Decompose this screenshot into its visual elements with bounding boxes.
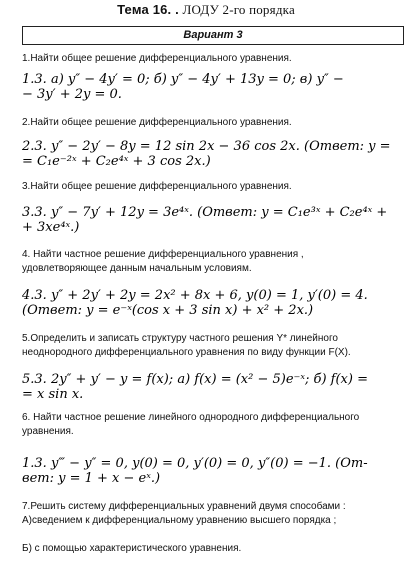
task-1-formula-line-2: − 3y′ + 2y = 0. <box>22 87 122 102</box>
task-5-formula <box>22 372 404 402</box>
task-5-formula-line-2: = x sin x. <box>22 387 84 402</box>
task-2-text: 2.Найти общее решение дифференциального уравнения. <box>22 117 292 128</box>
page-title <box>0 2 412 18</box>
task-4-text <box>22 248 402 276</box>
task-7-text-line-1: 7.Решить систему дифференциальных уравнений двумя способами : <box>22 501 346 512</box>
task-2-formula-line-2: = C₁e⁻²ˣ + C₂e⁴ˣ + 3 cos 2x.) <box>22 154 211 169</box>
variant-box <box>22 26 404 45</box>
task-3-formula-line-1: 3.3. y″ − 7y′ + 12y = 3e⁴ˣ. (Ответ: y = C₁e³ˣ + C₂e⁴ˣ + <box>22 205 388 220</box>
task-6-formula-line-1: 1.3. y‴ − y″ = 0, y(0) = 0, y′(0) = 0, y″(0) = −1. (От- <box>22 456 368 471</box>
task-4-text-line-2: удовлетворяющее данным начальным условиям. <box>22 263 252 274</box>
task-4-text-line-1: 4. Найти частное решение дифференциального уравнения , <box>22 249 304 260</box>
topic-label: Тема 16. . <box>117 2 179 17</box>
task-6-text <box>22 411 402 439</box>
task-7-text-line-3 <box>22 528 402 542</box>
task-7-text-line-4: Б) с помощью характеристического уравнения. <box>22 543 242 554</box>
task-1-formula-line-1: 1.3. а) y″ − 4y′ = 0; б) y″ − 4y′ + 13y = 0; в) y″ − <box>22 72 344 87</box>
task-3-formula-line-2: + 3xe⁴ˣ.) <box>22 220 80 235</box>
task-6-text-line-1: 6. Найти частное решение линейного однородного дифференциального <box>22 412 360 423</box>
task-6-formula <box>22 456 404 486</box>
task-5-text <box>22 332 402 360</box>
subject-label: ЛОДУ 2-го порядка <box>182 2 295 17</box>
task-6-formula-line-2: вет: y = 1 + x − eˣ.) <box>22 471 161 486</box>
task-7-text <box>22 500 402 556</box>
task-2-formula <box>22 139 404 169</box>
task-4-formula <box>22 288 404 318</box>
task-2-formula-line-1: 2.3. y″ − 2y′ − 8y = 12 sin 2x − 36 cos 2x. (Ответ: y = <box>22 139 391 154</box>
task-4-formula-line-1: 4.3. y″ + 2y′ + 2y = 2x² + 8x + 6, y(0) = 1, y′(0) = 4. <box>22 288 368 303</box>
task-5-text-line-1: 5.Определить и записать структуру частного решения Y* линейного <box>22 333 338 344</box>
task-4-formula-line-2: (Ответ: y = e⁻ˣ(cos x + 3 sin x) + x² + 2x.) <box>22 303 314 318</box>
task-1-formula <box>22 72 404 102</box>
task-3-formula <box>22 205 404 235</box>
task-7-text-line-2: А)сведением к дифференциальному уравнению высшего порядка ; <box>22 515 337 526</box>
task-3-text: 3.Найти общее решение дифференциального уравнения. <box>22 181 292 192</box>
task-5-formula-line-1: 5.3. 2y″ + y′ − y = f(x); а) f(x) = (x² − 5)e⁻ˣ; б) f(x) = <box>22 372 368 387</box>
task-1-text: 1.Найти общее решение дифференциального уравнения. <box>22 53 292 64</box>
task-5-text-line-2: неоднородного дифференциального уравнения по виду функции F(X). <box>22 347 351 358</box>
variant-label: Вариант 3 <box>183 29 243 41</box>
task-6-text-line-2: уравнения. <box>22 426 74 437</box>
